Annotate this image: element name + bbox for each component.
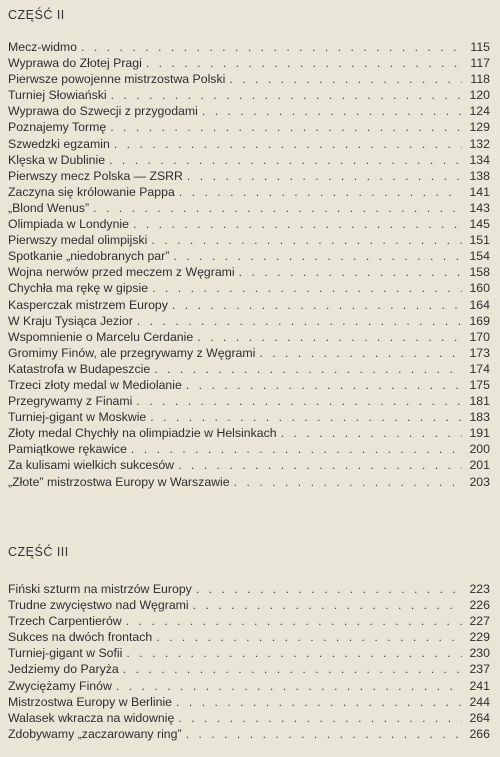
entry-title: Walasek wkracza na widownię	[8, 710, 175, 725]
entry-page-number: 237	[469, 662, 490, 677]
dot-leader	[126, 645, 462, 661]
toc-entry	[8, 248, 490, 264]
entry-title: Trzeci złoty medal w Mediolanie	[8, 377, 182, 392]
entry-title: Wyprawa do Złotej Pragi	[8, 56, 142, 71]
dot-leader	[81, 39, 462, 55]
toc-entry	[8, 39, 490, 55]
toc-entry	[8, 457, 490, 473]
dot-leader	[173, 248, 462, 264]
entry-page-number: 141	[469, 184, 490, 199]
entry-title: Gromimy Finów, ale przegrywamy z Węgrami	[8, 345, 256, 360]
entry-page-number: 151	[469, 233, 490, 248]
dot-leader	[179, 184, 462, 200]
entry-page-number: 154	[469, 249, 490, 264]
entry-page-number: 134	[469, 152, 490, 167]
toc-entry	[8, 119, 490, 135]
toc-entry	[8, 474, 490, 490]
entry-title: Pierwsze powojenne mistrzostwa Polski	[8, 72, 226, 87]
toc-entry	[8, 184, 490, 200]
entry-page-number: 191	[469, 426, 490, 441]
dot-leader	[156, 629, 462, 645]
entry-title: Wojna nerwów przed meczem z Węgrami	[8, 265, 235, 280]
dot-leader	[197, 329, 462, 345]
toc-list	[8, 581, 490, 742]
entry-title: „Złote” mistrzostwa Europy w Warszawie	[8, 474, 230, 489]
entry-title: Katastrofa w Budapeszcie	[8, 361, 151, 376]
entry-page-number: 223	[469, 582, 490, 596]
entry-title: Klęska w Dublinie	[8, 152, 106, 167]
entry-title: Poznajemy Tormę	[8, 120, 107, 135]
toc-entry	[8, 232, 490, 248]
dot-leader	[178, 710, 462, 726]
dot-leader	[111, 87, 462, 103]
entry-page-number: 266	[469, 726, 490, 741]
entry-title: Trudne zwycięstwo nad Węgrami	[8, 598, 189, 613]
entry-page-number: 203	[469, 474, 490, 489]
toc-entry	[8, 361, 490, 377]
entry-page-number: 173	[469, 345, 490, 360]
dot-leader	[93, 200, 462, 216]
toc-entry	[8, 103, 490, 119]
dot-leader	[172, 297, 462, 313]
dot-leader	[116, 678, 462, 694]
toc-entry	[8, 71, 490, 87]
entry-title: Pierwszy mecz Polska — ZSRR	[8, 168, 183, 183]
dot-leader	[186, 377, 462, 393]
dot-leader	[234, 474, 462, 490]
toc-entry	[8, 297, 490, 313]
toc-entry	[8, 152, 490, 168]
entry-page-number: 264	[469, 710, 490, 725]
toc-entry	[8, 136, 490, 152]
dot-leader	[239, 264, 462, 280]
entry-page-number: 124	[469, 104, 490, 119]
entry-title: Zaczyna się królowanie Pappa	[8, 184, 175, 199]
dot-leader	[109, 152, 462, 168]
toc-entry	[8, 597, 490, 613]
section-heading: CZĘŚĆ III	[8, 545, 69, 559]
toc-entry	[8, 645, 490, 661]
section-heading: CZĘŚĆ II	[8, 8, 65, 22]
entry-title: Wspomnienie o Marcelu Cerdanie	[8, 329, 194, 344]
entry-page-number: 201	[469, 458, 490, 473]
dot-leader	[137, 313, 462, 329]
toc-entry	[8, 694, 490, 710]
dot-leader	[150, 409, 462, 425]
entry-title: Trzech Carpentierów	[8, 614, 122, 629]
entry-page-number: 227	[469, 614, 490, 629]
entry-page-number: 200	[469, 442, 490, 457]
entry-page-number: 132	[469, 136, 490, 151]
entry-title: Złoty medal Chychły na olimpiadzie w Helsinkach	[8, 426, 277, 441]
entry-title: W Kraju Tysiąca Jezior	[8, 313, 133, 328]
entry-page-number: 226	[469, 598, 490, 613]
entry-title: Chychła ma rękę w gipsie	[8, 281, 149, 296]
entry-page-number: 169	[469, 313, 490, 328]
toc-entry	[8, 661, 490, 677]
entry-title: Szwedzki egzamin	[8, 136, 110, 151]
dot-leader	[186, 726, 462, 742]
dot-leader	[146, 55, 462, 71]
dot-leader	[193, 597, 462, 613]
entry-title: Mistrzostwa Europy w Berlinie	[8, 694, 173, 709]
entry-title: Sukces na dwóch frontach	[8, 630, 153, 645]
dot-leader	[126, 613, 462, 629]
entry-title: Wyprawa do Szwecji z przygodami	[8, 104, 198, 119]
toc-entry	[8, 629, 490, 645]
toc-entry	[8, 264, 490, 280]
toc-entry	[8, 393, 490, 409]
entry-page-number: 183	[469, 410, 490, 425]
entry-title: Olimpiada w Londynie	[8, 217, 129, 232]
entry-title: Spotkanie „niedobranych par”	[8, 249, 170, 264]
toc-entry	[8, 329, 490, 345]
toc-entry	[8, 678, 490, 694]
entry-title: Turniej-gigant w Moskwie	[8, 410, 147, 425]
dot-leader	[133, 216, 462, 232]
toc-entry	[8, 55, 490, 71]
toc-entry	[8, 216, 490, 232]
toc-entry	[8, 726, 490, 742]
entry-title: Turniej-gigant w Sofii	[8, 646, 123, 661]
toc-entry	[8, 409, 490, 425]
entry-title: Zdobywamy „zaczarowany ring”	[8, 726, 182, 741]
entry-page-number: 117	[470, 56, 490, 71]
toc-entry	[8, 441, 490, 457]
dot-leader	[110, 119, 462, 135]
dot-leader	[196, 581, 462, 597]
toc-entry	[8, 710, 490, 726]
toc-entry	[8, 313, 490, 329]
toc-entry	[8, 200, 490, 216]
entry-page-number: 229	[469, 630, 490, 645]
toc-entry	[8, 87, 490, 103]
entry-page-number: 145	[469, 217, 490, 232]
entry-title: Fiński szturm na mistrzów Europy	[8, 582, 192, 596]
entry-page-number: 118	[470, 72, 490, 87]
entry-page-number: 138	[469, 168, 490, 183]
toc-entry	[8, 345, 490, 361]
entry-title: Mecz-widmo	[8, 40, 78, 54]
dot-leader	[154, 361, 462, 377]
entry-title: Jedziemy do Paryża	[8, 662, 119, 677]
entry-title: Pamiątkowe rękawice	[8, 442, 127, 457]
dot-leader	[123, 661, 462, 677]
entry-page-number: 230	[469, 646, 490, 661]
entry-title: Kasperczak mistrzem Europy	[8, 297, 168, 312]
toc-entry	[8, 377, 490, 393]
entry-page-number: 160	[469, 281, 490, 296]
entry-page-number: 244	[469, 694, 490, 709]
dot-leader	[152, 280, 462, 296]
dot-leader	[151, 232, 462, 248]
dot-leader	[136, 393, 462, 409]
entry-page-number: 170	[469, 329, 490, 344]
entry-page-number: 175	[469, 377, 490, 392]
entry-page-number: 241	[469, 678, 490, 693]
toc-list	[8, 39, 490, 490]
entry-page-number: 129	[469, 120, 490, 135]
dot-leader	[187, 168, 462, 184]
entry-title: Zwyciężamy Finów	[8, 678, 112, 693]
entry-title: Za kulisami wielkich sukcesów	[8, 458, 175, 473]
dot-leader	[281, 425, 462, 441]
entry-page-number: 120	[469, 88, 490, 103]
toc-entry	[8, 280, 490, 296]
entry-title: Przegrywamy z Finami	[8, 394, 133, 409]
entry-title: Pierwszy medal olimpijski	[8, 233, 148, 248]
dot-leader	[114, 136, 462, 152]
entry-page-number: 164	[469, 297, 490, 312]
toc-entry	[8, 613, 490, 629]
toc-entry	[8, 581, 490, 597]
dot-leader	[202, 103, 462, 119]
entry-page-number: 174	[469, 361, 490, 376]
entry-page-number: 181	[469, 394, 490, 409]
entry-page-number: 158	[469, 265, 490, 280]
toc-entry	[8, 168, 490, 184]
dot-leader	[229, 71, 462, 87]
dot-leader	[176, 694, 462, 710]
dot-leader	[131, 441, 462, 457]
entry-page-number: 115	[470, 40, 490, 54]
dot-leader	[178, 457, 462, 473]
dot-leader	[259, 345, 462, 361]
entry-title: „Blond Wenus”	[8, 200, 90, 215]
toc-entry	[8, 425, 490, 441]
entry-title: Turniej Słowiański	[8, 88, 107, 103]
entry-page-number: 143	[469, 200, 490, 215]
